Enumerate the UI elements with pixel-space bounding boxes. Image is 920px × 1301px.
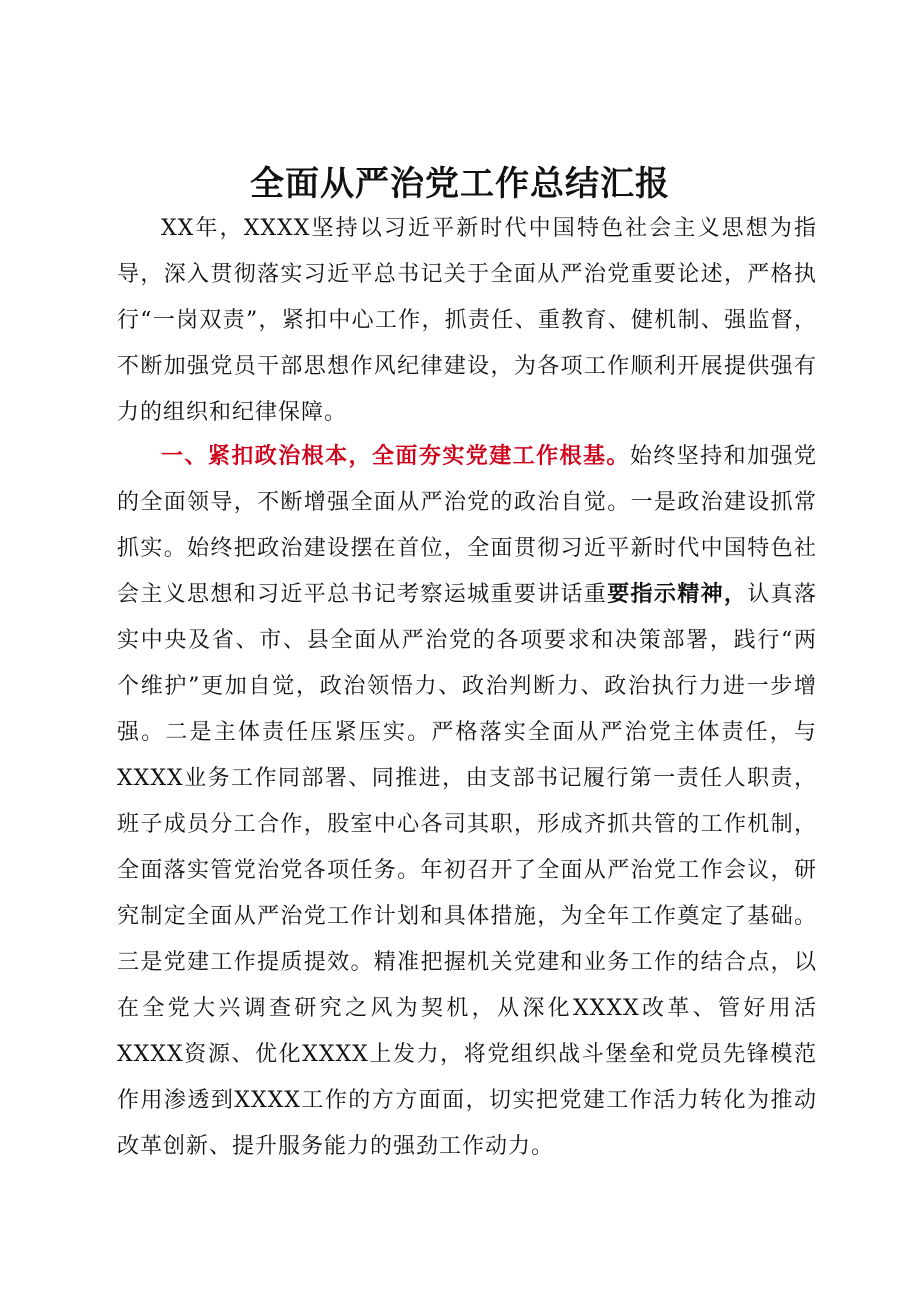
document-title: 全面从严治党工作总结汇报 [250, 164, 670, 204]
section-1-paragraph [117, 434, 817, 1170]
intro-paragraph: XX年，XXXX坚持以习近平新时代中国特色社会主义思想为指导，深入贯彻落实习近平总书记关于全面从严治党重要论述，严格执行“一岗双责”，紧扣中心工作，抓责任、重教育、健机制、强监督，不断加强党员干部思想作风纪律建设，为各项工作顺利开展提供强有力的组织和纪律保障。 [117, 216, 817, 425]
section-1-text-a: 始终坚持和加强党的全面领导，不断增强全面从严治党的政治自觉。一是政治建设抓常抓实。始终把政治建设摆在首位，全面贯彻习近平新时代中国特色社会主义思想和习近平总书记考察运城重要讲话重 [117, 444, 817, 607]
section-1-bold-phrase: 要指示精神， [607, 582, 748, 607]
section-1-heading: 一、紧扣政治根本，全面夯实党建工作根基。 [161, 444, 630, 469]
section-1-text-b: 认真落实中央及省、市、县全面从严治党的各项要求和决策部署，践行“两个维护”更加自觉，政治领悟力、政治判断力、政治执行力进一步增强。二是主体责任压紧压实。严格落实全面从严治党主体责任，与XXXX业务工作同部署、同推进，由支部书记履行第一责任人职责，班子成员分工合作，股室中心各司其职，形成齐抓共管的工作机制，全面落实管党治党各项任务。年初召开了全面从严治党工作会议，研究制定全面从严治党工作计划和具体措施，为全年工作奠定了基础。三是党建工作提质提效。精准把握机关党建和业务工作的结合点，以在全党大兴调查研究之风为契机，从深化XXXX改革、管好用活XXXX资源、优化XXXX上发力，将党组织战斗堡垒和党员先锋模范作用渗透到XXXX工作的方方面面，切实把党建工作活力转化为推动改革创新、提升服务能力的强劲工作动力。 [117, 582, 817, 1159]
